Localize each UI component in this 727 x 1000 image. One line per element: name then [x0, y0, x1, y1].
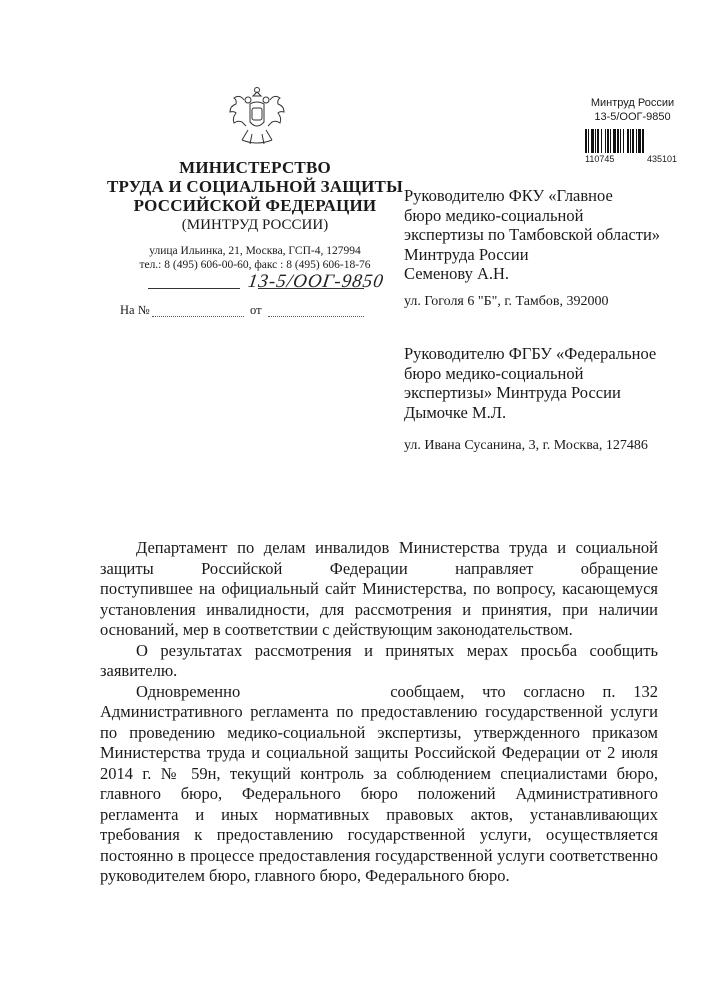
paragraph-3-start: Одновременно [136, 681, 241, 701]
recipient-1-address: ул. Гоголя 6 "Б", г. Тамбов, 392000 [404, 294, 609, 309]
letter-body [100, 538, 658, 887]
barcode-number-left: 110745 [585, 154, 615, 164]
paragraph-1-line-2: защиты Российской Федерации направляет обращение [100, 558, 658, 578]
recipient-1-line-3: экспертизы по Тамбовской области» [404, 225, 661, 244]
ministry-header [100, 158, 410, 235]
reference-number-label: На № [120, 303, 150, 317]
ministry-street-address: улица Ильинка, 21, Москва, ГСП-4, 127994 [149, 245, 361, 257]
recipient-2-line-1: Руководителю ФГБУ «Федеральное [404, 344, 657, 363]
barcode-stamp [585, 96, 680, 164]
ministry-address [100, 244, 410, 272]
paragraph-2: О результатах рассмотрения и принятых мерах просьба сообщить заявителю. [100, 640, 658, 680]
reference-date-line [268, 316, 364, 317]
recipient-2-line-2: бюро медико-социальной [404, 363, 584, 383]
ministry-short-name: (МИНТРУД РОССИИ) [181, 217, 329, 233]
barcode-icon [585, 129, 677, 153]
barcode-number-right: 435101 [646, 154, 677, 164]
recipient-1 [404, 186, 704, 284]
recipient-2-address: ул. Ивана Сусанина, 3, г. Москва, 127486 [404, 438, 648, 453]
stamp-number: 13-5/ООГ-9850 [594, 111, 671, 123]
recipient-1-line-5: Семенову А.Н. [404, 264, 510, 283]
registration-date-line [148, 288, 240, 289]
reference-date-label: от [250, 303, 262, 317]
paragraph-1-rest: поступившее на официальный сайт Министерства, по вопросу, касающемуся установления инвалидности, для рассмотрения и принятия, при наличии оснований, мер в соответствии с действующим законодательством. [100, 579, 658, 639]
paragraph-3 [100, 682, 658, 887]
registration-number-handwritten: 13-5/ООГ-9850 [246, 271, 386, 292]
reference-number-line [152, 316, 244, 317]
ministry-line-3: РОССИЙСКОЙ ФЕДЕРАЦИИ [133, 196, 377, 215]
ministry-phones: тел.: 8 (495) 606-00-60, факс : 8 (495) 606-18-76 [139, 259, 371, 271]
recipient-2-line-4: Дымочке М.Л. [404, 402, 507, 422]
registration-number-line [258, 288, 364, 289]
ministry-line-1: МИНИСТЕРСТВО [179, 158, 331, 177]
recipient-2-line-3: экспертизы» Минтруда России [404, 383, 621, 402]
recipient-1-line-4: Минтруда России [404, 244, 529, 264]
coat-of-arms-emblem [222, 86, 292, 154]
ministry-line-2: ТРУДА И СОЦИАЛЬНОЙ ЗАЩИТЫ [107, 177, 403, 196]
recipient-1-line-2: бюро медико-социальной [404, 205, 584, 225]
paragraph-3-rest: сообщаем, что согласно п. 132 Административного регламента по предоставлению государственной услуги по проведению медико-социальной экспертизы, утвержденного приказом Министерства труда и социальной защиты Российской Федерации от 2 июля 2014 г. № 59н, текущий контроль за соблюдением специалистами бюро, главного бюро, Федерального бюро положений Административного регламента и иных нормативных правовых актов, устанавливающих требования к предоставлению государственной услуги, осуществляется постоянно в процессе предоставления государственной услуги соответственно руководителем бюро, главного бюро, Федерального бюро. [100, 681, 658, 885]
paragraph-1-line-1: Департамент по делам инвалидов Министерства труда и социальной [136, 538, 658, 557]
stamp-ministry: Минтруд России [590, 97, 675, 109]
recipient-2 [404, 344, 704, 422]
recipient-1-line-1: Руководителю ФКУ «Главное [404, 186, 613, 205]
